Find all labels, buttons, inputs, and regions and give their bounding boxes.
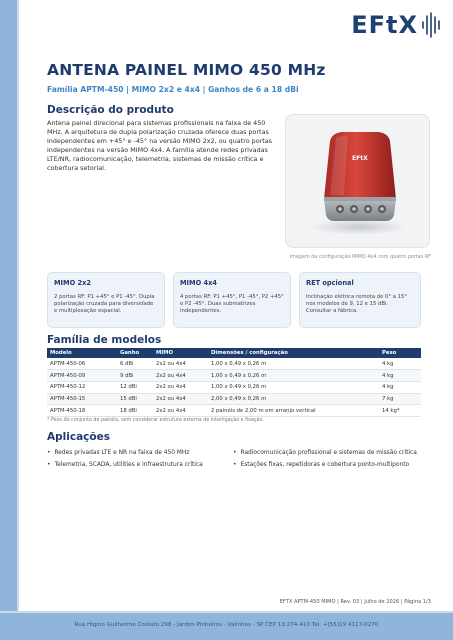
table-row (47, 370, 421, 382)
models-heading: Família de modelos (47, 334, 162, 346)
feature-text: 2 portas RF: P1 +45° e P1 -45°. Dupla polarização cruzada para diversidade e multiplexação espacial. (54, 294, 155, 314)
column-header: Dimensões / configuração (208, 348, 379, 358)
feature-title: MIMO 2x2 (54, 279, 91, 287)
table-cell: 2 painéis de 2,00 m em arranjo vertical (208, 405, 379, 417)
column-header: Ganho (117, 348, 153, 358)
footer-address: Rua Higino Guilherme Costato 298 - Jardim Pinheiros - Valinhos - SP CEP 13.274-410 Tel. +[55]19 4117-0270 (74, 622, 379, 628)
list-item: • Estações fixas, repetidoras e cobertura ponto-multiponto (233, 459, 417, 471)
table-cell: 2x2 ou 4x4 (153, 381, 208, 393)
table-cell: APTM-450-09 (47, 370, 117, 382)
document-meta: EFTX APTM-450 MIMO | Rev. 03 | Julho de 2026 | Página 1/3 (279, 599, 431, 605)
antenna-badge: EFtX (352, 155, 368, 162)
table-cell: 18 dBi (117, 405, 153, 417)
table-row (47, 393, 421, 405)
description-heading: Descrição do produto (47, 104, 174, 116)
table-cell: 2x2 ou 4x4 (153, 370, 208, 382)
table-cell: 2x2 ou 4x4 (153, 405, 208, 417)
table-row (47, 405, 421, 417)
page-title: ANTENA PAINEL MIMO 450 MHz (47, 61, 326, 79)
table-footnote: * Peso do conjunto de painéis, sem considerar estrutura externa de interligação e fixação. (47, 418, 264, 423)
description-text: Antena painel direcional para sistemas profissionais na faixa de 450 MHz. A arquitetura de dupla polarização cruzada oferece duas portas independentes em +45° e -45° na versão MIMO 2x2, ou quatro portas independentes na versão MIMO 4x4. A família atende redes privadas LTE/NR, radiocomunicação, telemetria, sistemas de missão crítica e cobertura setorial. (47, 119, 272, 172)
table-cell: 1,00 x 0,49 x 0,26 m (208, 381, 379, 393)
feature-card-mimo-2x2 (47, 272, 165, 328)
table-row (47, 381, 421, 393)
table-cell: APTM-450-12 (47, 381, 117, 393)
table-cell: 2x2 ou 4x4 (153, 393, 208, 405)
table-cell: 12 dBi (117, 381, 153, 393)
left-frame-accent (17, 0, 19, 640)
table-cell: 14 kg* (379, 405, 421, 417)
image-caption: Imagem da configuração MIMO 4x4 com quatro portas RF (289, 254, 431, 260)
feature-text: 4 portas RF: P1 +45°, P1 -45°, P2 +45° e P2 -45°. Duas submatrizes independentes. (180, 294, 284, 314)
signal-wave-icon (421, 12, 441, 38)
product-image (285, 114, 430, 248)
feature-title: RET opcional (306, 279, 354, 287)
table-cell: 4 kg (379, 358, 421, 370)
page-subtitle: Família APTM-450 | MIMO 2x2 e 4x4 | Ganhos de 6 a 18 dBi (47, 85, 299, 94)
antenna-illustration (286, 115, 430, 248)
table-cell: 9 dBi (117, 370, 153, 382)
applications-list-left (47, 447, 203, 471)
column-header: Peso (379, 348, 421, 358)
table-row (47, 358, 421, 370)
models-table (47, 348, 421, 417)
column-header: MIMO (153, 348, 208, 358)
table-cell: 4 kg (379, 370, 421, 382)
brand-logo (351, 10, 441, 40)
table-cell: 2,00 x 0,49 x 0,26 m (208, 393, 379, 405)
feature-card-mimo-4x4 (173, 272, 291, 328)
left-frame-bar (0, 0, 17, 640)
table-cell: 4 kg (379, 381, 421, 393)
table-cell: 1,00 x 0,49 x 0,26 m (208, 370, 379, 382)
list-item: • Telemetria, SCADA, utilities e infraestrutura crítica (47, 459, 203, 471)
column-header: Modelo (47, 348, 117, 358)
logo-text: EFtX (351, 11, 418, 39)
table-cell: 7 kg (379, 393, 421, 405)
footer-band-accent (0, 611, 453, 613)
applications-list-right (233, 447, 417, 471)
table-cell: APTM-450-06 (47, 358, 117, 370)
table-cell: 15 dBi (117, 393, 153, 405)
list-item: • Redes privadas LTE e NR na faixa de 450 MHz (47, 447, 203, 459)
feature-title: MIMO 4x4 (180, 279, 217, 287)
table-cell: 6 dBi (117, 358, 153, 370)
table-header-row (47, 348, 421, 358)
feature-card-ret (299, 272, 421, 328)
table-cell: APTM-450-18 (47, 405, 117, 417)
feature-text: Inclinação elétrica remota de 0° a 15° nos modelos de 9, 12 e 15 dBi. Consultar a fábrica. (306, 294, 408, 314)
table-cell: 1,00 x 0,49 x 0,26 m (208, 358, 379, 370)
applications-heading: Aplicações (47, 431, 110, 443)
list-item: • Radiocomunicação profissional e sistemas de missão crítica (233, 447, 417, 459)
table-cell: APTM-450-15 (47, 393, 117, 405)
table-cell: 2x2 ou 4x4 (153, 358, 208, 370)
